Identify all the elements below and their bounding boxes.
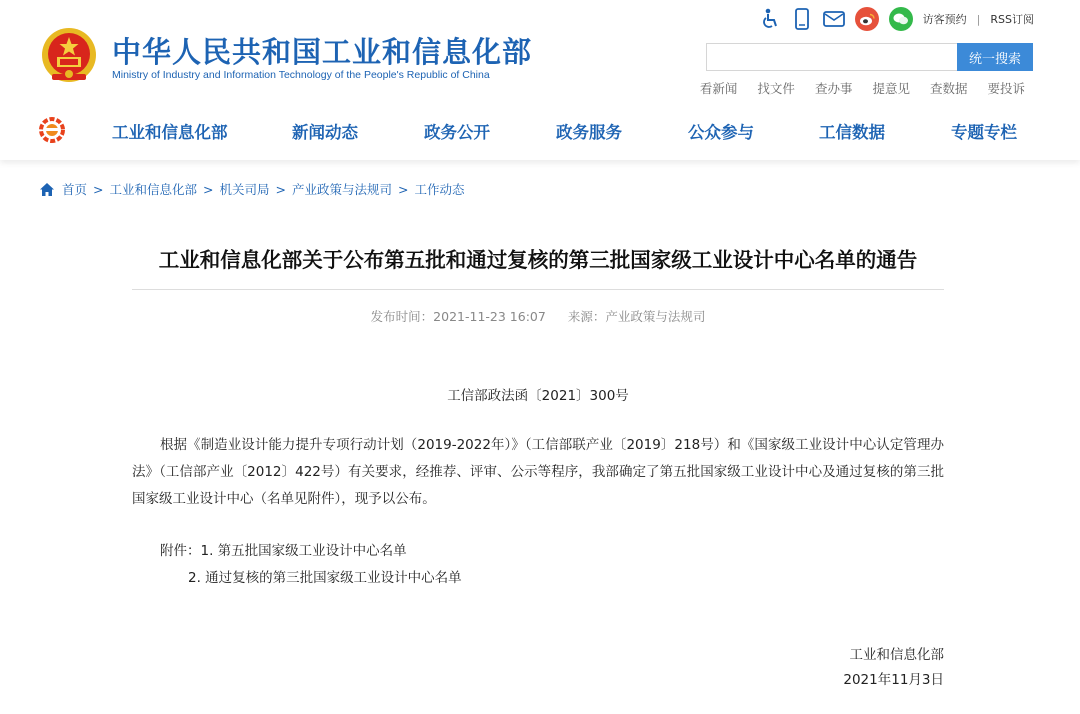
home-icon[interactable] bbox=[40, 183, 54, 196]
article-meta bbox=[132, 307, 944, 325]
publish-time: 发布时间：2021-11-23 16:07 bbox=[370, 309, 546, 324]
top-utility-bar bbox=[759, 6, 1034, 32]
quick-link-data[interactable]: 查数据 bbox=[929, 81, 968, 96]
accessibility-icon[interactable] bbox=[759, 8, 781, 30]
breadcrumb-departments[interactable]: 机关司局 bbox=[219, 182, 270, 197]
breadcrumb-ministry[interactable]: 工业和信息化部 bbox=[109, 182, 198, 197]
search-button[interactable]: 统一搜索 bbox=[957, 43, 1033, 71]
quick-links bbox=[680, 79, 1025, 97]
breadcrumb-separator: > bbox=[275, 181, 286, 197]
site-title[interactable]: 中华人民共和国工业和信息化部 bbox=[112, 35, 533, 69]
visitor-appointment-link[interactable]: 访客预约 bbox=[922, 13, 967, 26]
breadcrumb-home[interactable]: 首页 bbox=[62, 182, 88, 197]
attachment-2[interactable]: 2. 通过复核的第三批国家级工业设计中心名单 bbox=[188, 570, 462, 586]
breadcrumb bbox=[40, 180, 465, 198]
mobile-icon[interactable] bbox=[791, 8, 813, 30]
signature: 工业和信息化部 bbox=[849, 647, 944, 663]
breadcrumb-work-news[interactable]: 工作动态 bbox=[414, 182, 465, 197]
search-input[interactable] bbox=[706, 43, 958, 71]
article-title: 工业和信息化部关于公布第五批和通过复核的第三批国家级工业设计中心名单的通告 bbox=[158, 248, 918, 272]
wechat-icon[interactable] bbox=[889, 7, 913, 31]
breadcrumb-separator: > bbox=[398, 181, 409, 197]
breadcrumb-separator: > bbox=[93, 181, 104, 197]
national-emblem-icon[interactable] bbox=[40, 26, 98, 86]
article-body: 根据《制造业设计能力提升专项行动计划（2019-2022年）》（工信部联产业〔2019〕218号）和《国家级工业设计中心认定管理办法》（工信部产业〔2012〕422号）有关要求，经推荐、评审、公示等程序，我部确定了第五批国家级工业设计中心及通过复核的第三批国家级工业设计中心（名单见附件），现予以公布。 bbox=[132, 437, 944, 507]
breadcrumb-separator: > bbox=[203, 181, 214, 197]
quick-link-news[interactable]: 看新闻 bbox=[699, 81, 738, 96]
quick-link-complaint[interactable]: 要投诉 bbox=[987, 81, 1025, 96]
weibo-icon[interactable] bbox=[855, 7, 879, 31]
signature-date: 2021年11月3日 bbox=[843, 672, 944, 688]
site-subtitle-en: Ministry of Industry and Information Technology of the People's Republic of China bbox=[112, 69, 490, 81]
article-source: 来源：产业政策与法规司 bbox=[567, 309, 706, 324]
attachment-1[interactable]: 附件：1. 第五批国家级工业设计中心名单 bbox=[160, 543, 407, 559]
quick-link-feedback[interactable]: 提意见 bbox=[872, 81, 910, 96]
breadcrumb-policy-dept[interactable]: 产业政策与法规司 bbox=[292, 182, 393, 197]
nav-item-data[interactable]: 工信数据 bbox=[819, 123, 885, 142]
nav-item-news[interactable]: 新闻动态 bbox=[292, 123, 358, 142]
site-header bbox=[0, 0, 1080, 160]
nav-item-ministry[interactable]: 工业和信息化部 bbox=[112, 123, 228, 142]
nav-item-public-affairs[interactable]: 政务公开 bbox=[424, 123, 490, 142]
mail-icon[interactable] bbox=[823, 8, 845, 30]
ministry-logo-icon[interactable] bbox=[38, 116, 66, 144]
main-nav bbox=[0, 112, 1080, 148]
nav-item-participation[interactable]: 公众参与 bbox=[688, 123, 754, 142]
title-divider bbox=[132, 289, 944, 290]
quick-link-documents[interactable]: 找文件 bbox=[757, 81, 795, 96]
document-number: 工信部政法函〔2021〕300号 bbox=[447, 388, 629, 404]
nav-item-services[interactable]: 政务服务 bbox=[556, 123, 622, 142]
nav-item-topics[interactable]: 专题专栏 bbox=[951, 123, 1017, 142]
quick-link-services[interactable]: 查办事 bbox=[814, 81, 853, 96]
rss-link[interactable]: RSS订阅 bbox=[990, 13, 1034, 26]
topbar-separator: | bbox=[976, 12, 981, 26]
